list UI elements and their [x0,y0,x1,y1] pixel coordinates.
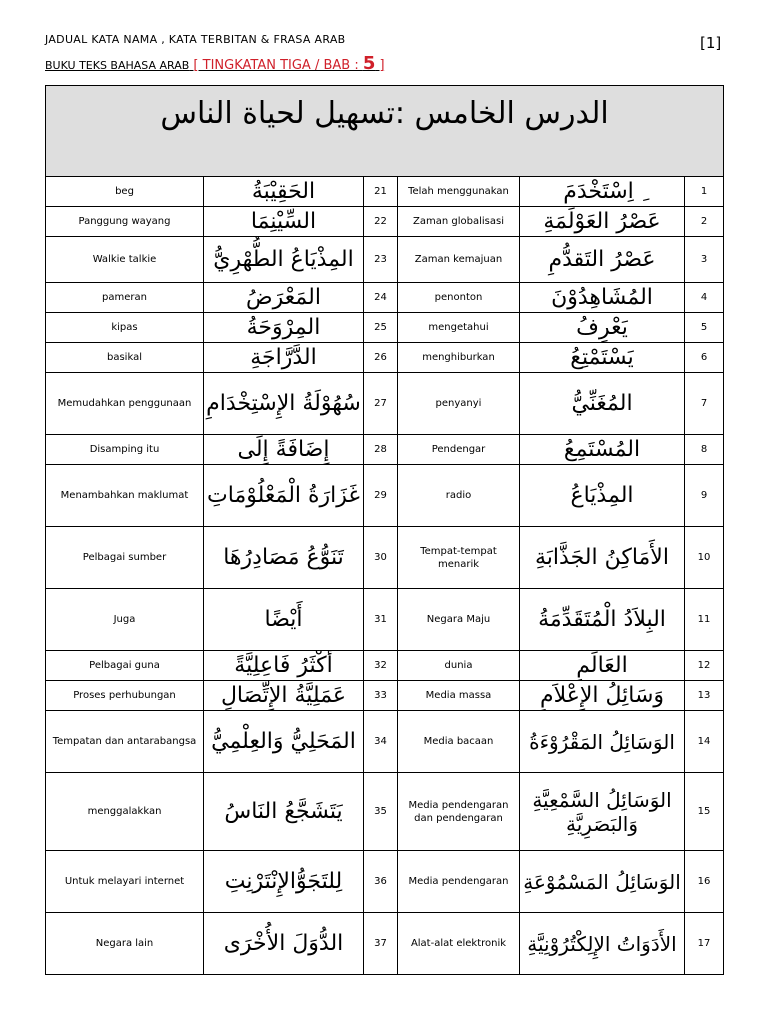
left-malay-meaning: Media bacaan [398,711,520,773]
right-malay-meaning: Untuk melayari internet [46,851,204,913]
left-item-number: 4 [685,283,724,313]
right-arabic-word: تَنَوُّعُ مَصَادِرُهَا [204,527,364,589]
left-item-number: 7 [685,373,724,435]
left-arabic-word: ِ اِسْتَخْدَمَ [520,177,685,207]
left-arabic-word: المِذْيَاعُ [520,465,685,527]
right-item-number: 25 [364,313,398,343]
table-row [46,373,724,435]
left-arabic-word: يَعْرِفُ [520,313,685,343]
right-malay-meaning: Walkie talkie [46,237,204,283]
vocabulary-table [45,85,724,975]
right-malay-meaning: Pelbagai sumber [46,527,204,589]
left-arabic-word: البِلاَدُ الْمُتَقَدِّمَةُ [520,589,685,651]
left-malay-meaning: Media pendengaran [398,851,520,913]
left-item-number: 3 [685,237,724,283]
left-malay-meaning: Media massa [398,681,520,711]
left-item-number: 2 [685,207,724,237]
left-malay-meaning: Zaman globalisasi [398,207,520,237]
left-arabic-word: وَسَائِلُ الإِعْلاَمِ [520,681,685,711]
table-row [46,313,724,343]
right-arabic-word: الدَّرَّاجَةِ [204,343,364,373]
table-row [46,913,724,975]
right-item-number: 33 [364,681,398,711]
right-malay-meaning: Juga [46,589,204,651]
table-row [46,589,724,651]
right-item-number: 23 [364,237,398,283]
left-arabic-word: الوَسَائِلُ المَقْرُوْءَةُ [520,711,685,773]
right-malay-meaning: Disamping itu [46,435,204,465]
left-malay-meaning: Media pendengaran dan pendengaran [398,773,520,851]
right-malay-meaning: Panggung wayang [46,207,204,237]
left-arabic-word: عَصْرُ التَقدُّمِ [520,237,685,283]
left-malay-meaning: Alat-alat elektronik [398,913,520,975]
right-malay-meaning: Proses perhubungan [46,681,204,711]
right-item-number: 30 [364,527,398,589]
left-arabic-word: يَسْتَمْتِعُ [520,343,685,373]
right-arabic-word: المَحَلِيُّ وَالعِلْمِيُّ [204,711,364,773]
left-arabic-word: الأَدَوَاتُ الإِلِكْتُرُوْنِيَّةِ [520,913,685,975]
right-arabic-word: يَتَشَجَّعُ النَاسُ [204,773,364,851]
right-item-number: 37 [364,913,398,975]
table-row [46,651,724,681]
right-item-number: 28 [364,435,398,465]
table-row [46,343,724,373]
left-item-number: 12 [685,651,724,681]
left-arabic-word: الوَسَائِلُ المَسْمُوْعَةِ [520,851,685,913]
right-item-number: 36 [364,851,398,913]
left-malay-meaning: radio [398,465,520,527]
left-item-number: 13 [685,681,724,711]
right-item-number: 34 [364,711,398,773]
left-arabic-word: العَالَمِ [520,651,685,681]
left-item-number: 8 [685,435,724,465]
left-malay-meaning: menghiburkan [398,343,520,373]
right-item-number: 26 [364,343,398,373]
left-item-number: 6 [685,343,724,373]
left-arabic-word: المُغَنِّيُّ [520,373,685,435]
left-item-number: 9 [685,465,724,527]
right-malay-meaning: Memudahkan penggunaan [46,373,204,435]
right-malay-meaning: beg [46,177,204,207]
right-malay-meaning: kipas [46,313,204,343]
table-row [46,465,724,527]
right-arabic-word: المِذْيَاعُ الطُّهْرِيُّ [204,237,364,283]
left-malay-meaning: dunia [398,651,520,681]
left-arabic-word: المُشَاهِدُوْنَ [520,283,685,313]
textbook-label: BUKU TEKS BAHASA ARAB [45,59,190,72]
right-arabic-word: عَمَلِيَّةُ الإِتِّصَالِ [204,681,364,711]
header-line-2 [45,53,385,74]
right-malay-meaning: menggalakkan [46,773,204,851]
right-malay-meaning: Menambahkan maklumat [46,465,204,527]
right-arabic-word: الدُّوَلَ الأُخْرَى [204,913,364,975]
level-label-close: ] [375,58,385,73]
right-arabic-word: أَكْثَرُ فَاعِلِيَّةً [204,651,364,681]
lesson-title-cell [46,86,724,177]
left-malay-meaning: mengetahui [398,313,520,343]
table-row [46,237,724,283]
table-row [46,283,724,313]
right-arabic-word: سُهُوْلَةُ الإِسْتِخْدَامِ [204,373,364,435]
table-row [46,207,724,237]
table-row [46,711,724,773]
right-item-number: 27 [364,373,398,435]
right-arabic-word: لِلتَجَوُّالإِنْتَرْنِتِ [204,851,364,913]
right-item-number: 35 [364,773,398,851]
header-line-1: JADUAL KATA NAMA , KATA TERBITAN & FRASA ARAB [45,33,346,46]
left-malay-meaning: Telah menggunakan [398,177,520,207]
table-row [46,681,724,711]
left-arabic-word: المُسْتَمِعُ [520,435,685,465]
table-row [46,177,724,207]
table-row [46,435,724,465]
right-malay-meaning: Pelbagai guna [46,651,204,681]
right-malay-meaning: pameran [46,283,204,313]
left-malay-meaning: penonton [398,283,520,313]
right-item-number: 22 [364,207,398,237]
level-label: [ TINGKATAN TIGA / BAB : [189,58,363,73]
table-row [46,851,724,913]
right-arabic-word: أَيْضًا [204,589,364,651]
left-item-number: 16 [685,851,724,913]
left-malay-meaning: penyanyi [398,373,520,435]
right-item-number: 32 [364,651,398,681]
right-malay-meaning: basikal [46,343,204,373]
right-item-number: 29 [364,465,398,527]
right-arabic-word: غَزَارَةُ الْمَعْلُوْمَاتِ [204,465,364,527]
chapter-number: 5 [362,53,376,74]
right-malay-meaning: Tempatan dan antarabangsa [46,711,204,773]
right-arabic-word: المِرْوَحَةُ [204,313,364,343]
right-arabic-word: السِّيْنِمَا [204,207,364,237]
left-item-number: 15 [685,773,724,851]
left-arabic-word: الأَمَاكِنُ الجَذَّابَةِ [520,527,685,589]
lesson-title: الدرس الخامس :تسهيل لحياة الناس [160,96,609,131]
left-malay-meaning: Tempat-tempat menarik [398,527,520,589]
left-item-number: 1 [685,177,724,207]
right-malay-meaning: Negara lain [46,913,204,975]
left-arabic-word: عَصْرُ العَوْلَمَةِ [520,207,685,237]
right-item-number: 24 [364,283,398,313]
right-item-number: 21 [364,177,398,207]
left-item-number: 5 [685,313,724,343]
right-arabic-word: إِضَافَةً إِلَى [204,435,364,465]
left-item-number: 14 [685,711,724,773]
page-number: [1] [700,34,722,52]
title-row [46,86,724,177]
left-item-number: 17 [685,913,724,975]
right-arabic-word: المَعْرَضُ [204,283,364,313]
left-malay-meaning: Pendengar [398,435,520,465]
right-arabic-word: الحَقِيْبَةُ [204,177,364,207]
left-item-number: 10 [685,527,724,589]
table-row [46,527,724,589]
right-item-number: 31 [364,589,398,651]
left-malay-meaning: Negara Maju [398,589,520,651]
left-malay-meaning: Zaman kemajuan [398,237,520,283]
table-row [46,773,724,851]
left-item-number: 11 [685,589,724,651]
left-arabic-word: الوَسَائِلُ السَّمْعِيَّةِ وَالبَصَرِيَّةِ [520,773,685,851]
